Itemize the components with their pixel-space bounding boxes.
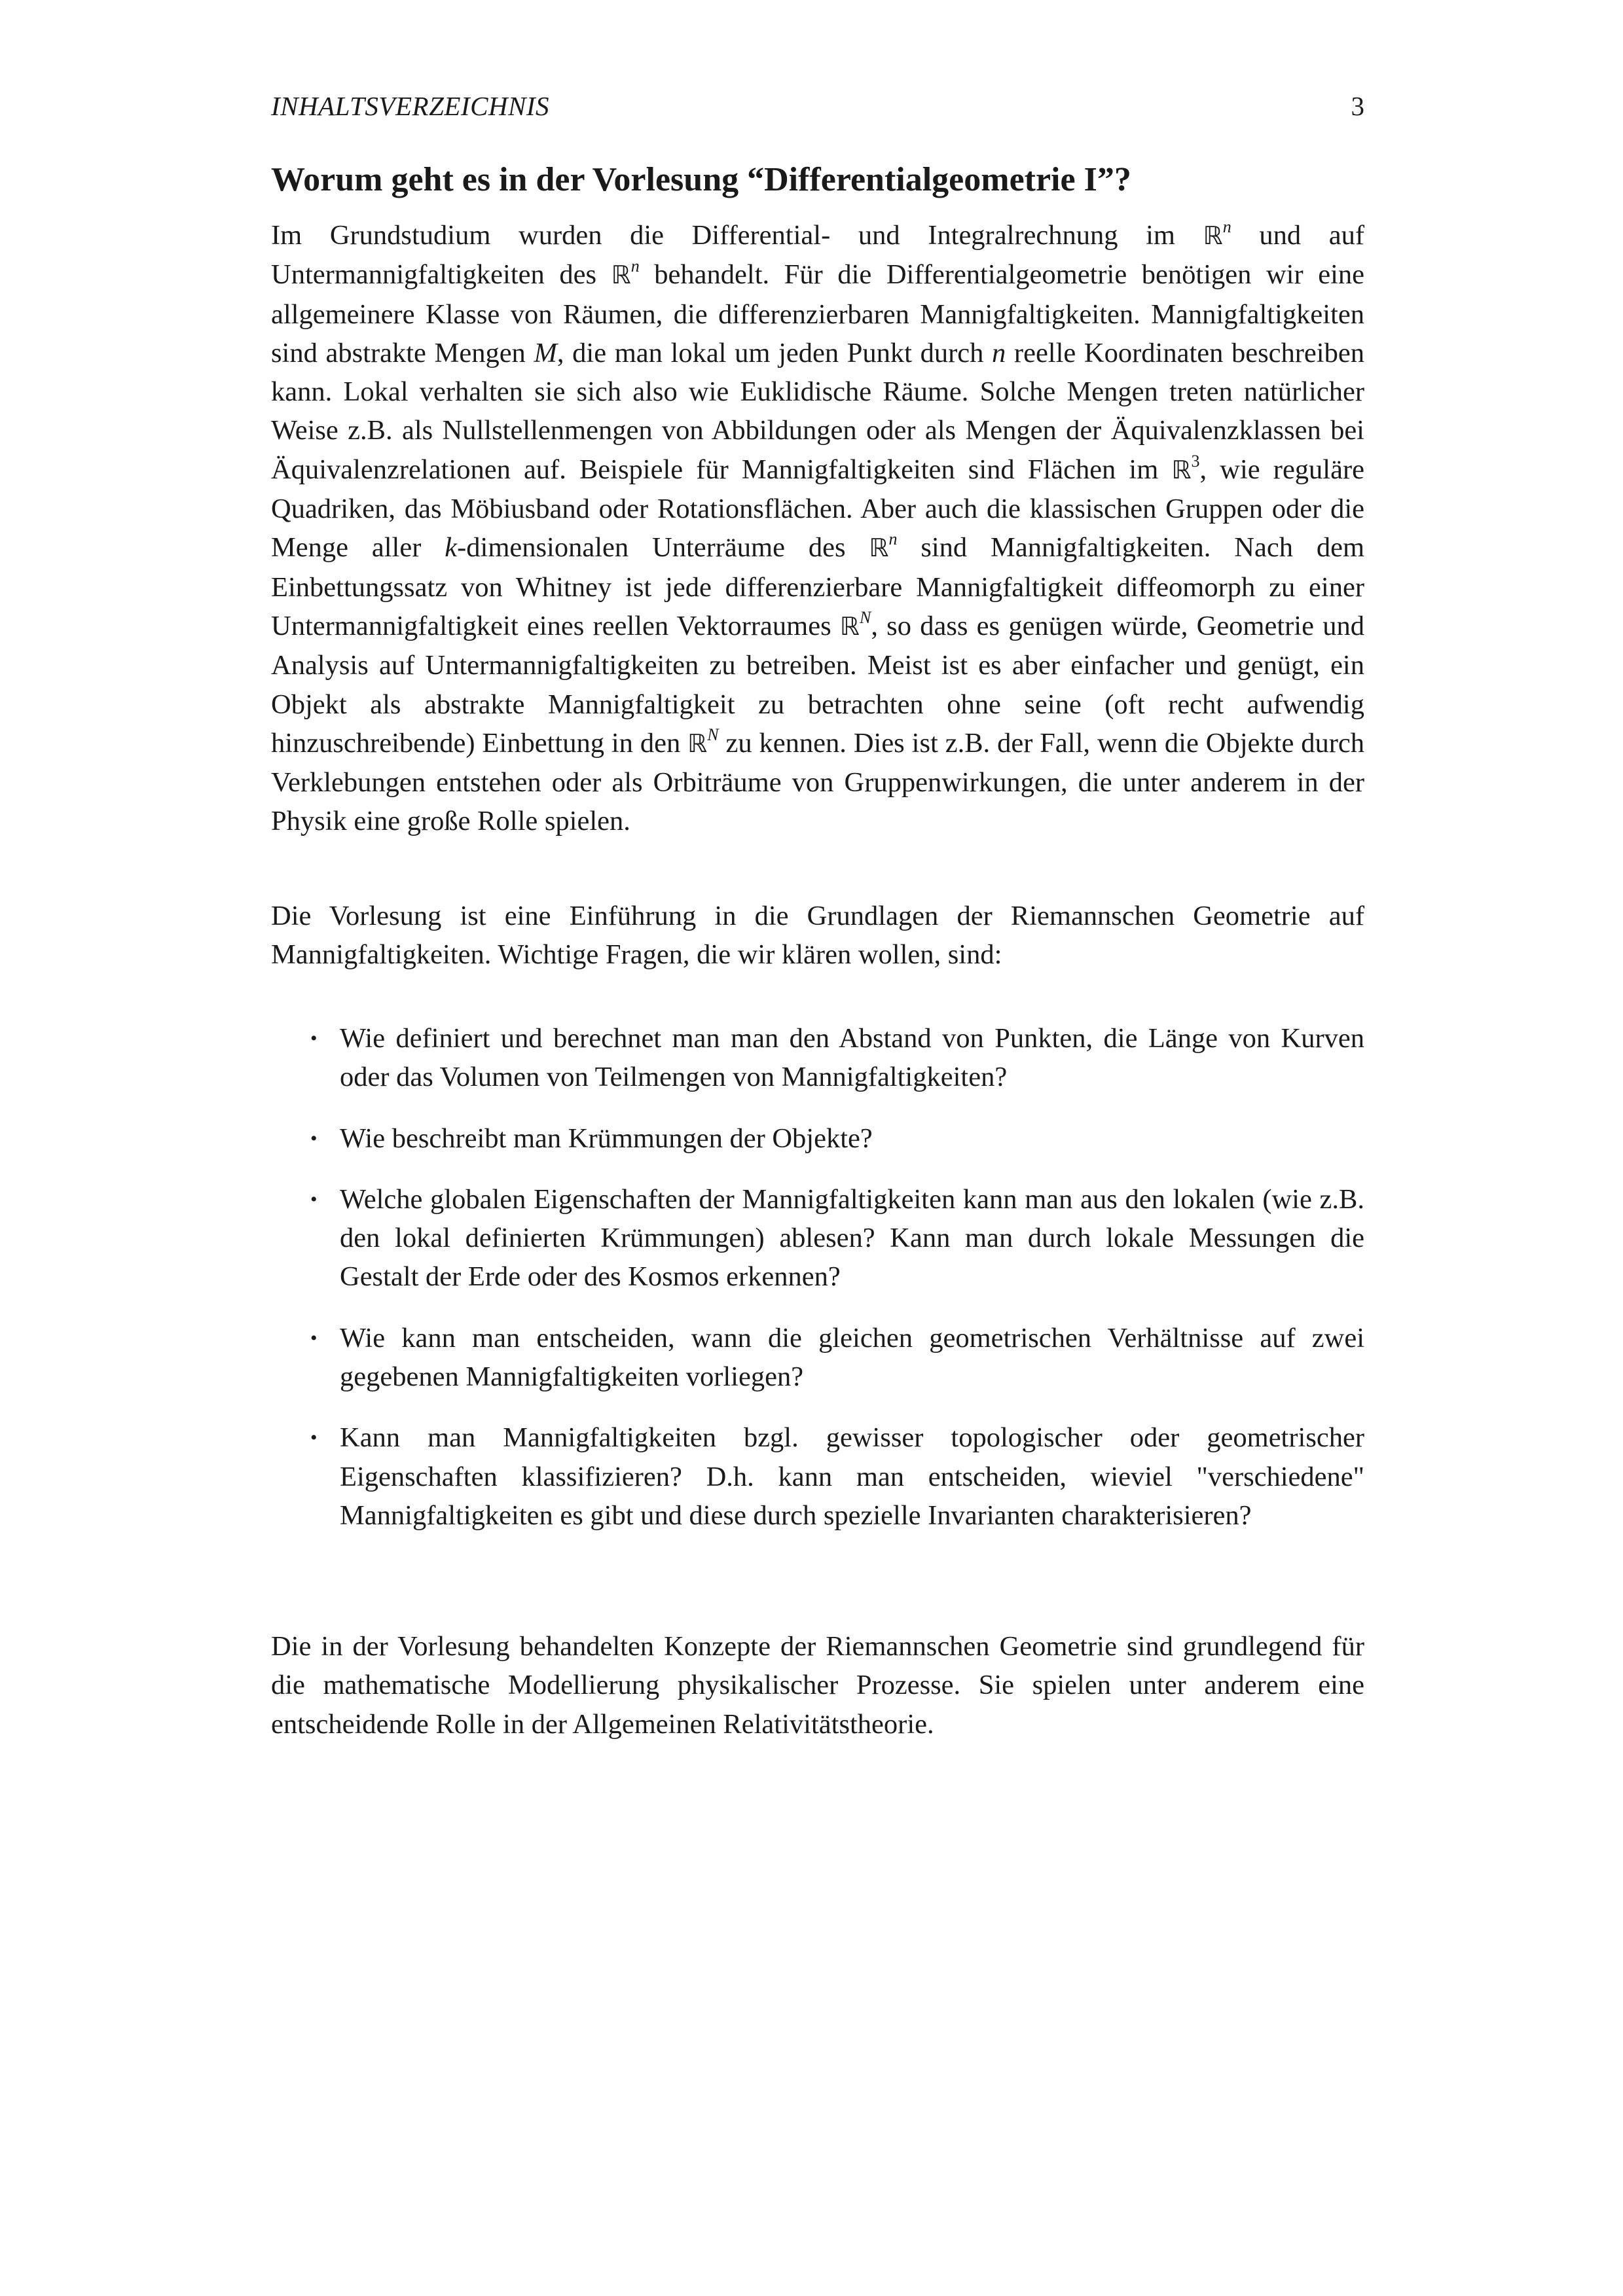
bullet-icon: •	[310, 1427, 318, 1449]
list-item	[310, 1180, 1364, 1297]
math-exponent: n	[1222, 217, 1231, 236]
list-item	[310, 1019, 1364, 1097]
math-exponent: n	[888, 529, 898, 549]
math-exponent: N	[707, 725, 719, 744]
text-segment: , so dass es genügen würde, Geometrie und Analysis auf Untermannigfaltigkeiten zu betreiben. Meist ist es aber einfacher und genügt, ein Objekt als abstrakte Mannigfaltigkeit zu betrachten ohne seine (oft recht aufwendig hinzuschreibende) Einbettung in den	[271, 610, 1364, 759]
math-variable: n	[992, 337, 1006, 368]
reals-symbol: ℝ	[839, 611, 860, 641]
text-segment: reelle Koordinaten beschreiben kann. Lokal verhalten sie sich also wie Euklidische Räume. Solche Mengen treten natürlicher Weise z.B. als Nullstellenmengen von Abbildungen oder als Mengen der Äquivalenzklassen bei Äquivalenzrelationen auf. Beispiele für Mannigfaltigkeiten sind Flächen im	[271, 337, 1364, 485]
reals-symbol: ℝ	[1171, 455, 1192, 484]
text-segment: und auf Untermannigfaltigkeiten des	[271, 220, 1364, 291]
question-text: Welche globalen Eigenschaften der Mannigfaltigkeiten kann man aus den lokalen (wie z.B. den lokal definierten Krümmungen) ablesen? Kann man durch lokale Messungen die Gestalt der Erde oder des Kosmos erkennen?	[340, 1183, 1364, 1293]
list-item	[310, 1418, 1364, 1535]
question-text: Wie kann man entscheiden, wann die gleichen geometrischen Verhältnisse auf zwei gegebenen Mannigfaltigkeiten vorliegen?	[340, 1322, 1364, 1393]
text-segment: Im Grundstudium wurden die Differential- und Integralrechnung im	[271, 220, 1203, 251]
bullet-icon: •	[310, 1188, 318, 1210]
intro-paragraph	[271, 216, 1364, 841]
text-segment: , wie reguläre Quadriken, das Möbiusband oder Rotationsflächen. Aber auch die klassischen Gruppen oder die Menge aller	[271, 454, 1364, 564]
math-exponent: N	[859, 607, 871, 627]
running-header	[271, 86, 1364, 126]
bullet-icon: •	[310, 1127, 318, 1149]
text-segment: behandelt. Für die Differentialgeometrie benötigen wir eine allgemeinere Klasse von Räumen, die differenzierbaren Mannigfaltigkeiten. Mannigfaltigkeiten sind abstrakte Mengen	[271, 259, 1364, 368]
reals-symbol: ℝ	[611, 260, 631, 290]
question-text: Kann man Mannigfaltigkeiten bzgl. gewisser topologischer oder geometrischer Eigenschaften klassifizieren? D.h. kann man entscheiden, wieviel "verschiedene" Mannigfaltigkeiten es gibt und diese durch spezielle Invarianten charakterisieren?	[340, 1422, 1364, 1531]
bullet-icon: •	[310, 1327, 318, 1349]
question-text: Wie beschreibt man Krümmungen der Objekte?	[340, 1122, 873, 1154]
question-text: Wie definiert und berechnet man man den Abstand von Punkten, die Länge von Kurven oder das Volumen von Teilmengen von Mannigfaltigkeiten?	[340, 1023, 1364, 1093]
list-item	[310, 1119, 1364, 1158]
math-variable: M	[534, 337, 557, 368]
list-item	[310, 1319, 1364, 1397]
page-number: 3	[1351, 91, 1364, 121]
math-exponent: 3	[1191, 451, 1200, 471]
section-title: Worum geht es in der Vorlesung “Differentialgeometrie I”?	[271, 161, 1131, 198]
text-segment: zu kennen. Dies ist z.B. der Fall, wenn die Objekte durch Verklebungen entstehen oder als Orbiträume von Gruppenwirkungen, die unter anderem in der Physik eine große Rolle spielen.	[271, 727, 1364, 837]
text-segment: -dimensionalen Unterräume des	[457, 532, 869, 564]
text-segment: sind Mannigfaltigkeiten. Nach dem Einbettungssatz von Whitney ist jede differenzierbare Mannigfaltigkeit diffeomorph zu einer Untermannigfaltigkeit eines reellen Vektorraumes	[271, 532, 1364, 641]
running-title: INHALTSVERZEICHNIS	[271, 91, 550, 121]
reals-symbol: ℝ	[687, 728, 708, 758]
reals-symbol: ℝ	[869, 533, 889, 563]
course-intro-paragraph: Die Vorlesung ist eine Einführung in die Grundlagen der Riemannschen Geometrie auf Mannigfaltigkeiten. Wichtige Fragen, die wir klären wollen, sind:	[271, 901, 1364, 971]
bullet-icon: •	[310, 1028, 318, 1049]
math-exponent: n	[630, 257, 640, 276]
question-list	[310, 1019, 1364, 1557]
reals-symbol: ℝ	[1203, 221, 1223, 250]
text-segment: , die man lokal um jeden Punkt durch	[556, 337, 993, 368]
closing-paragraph: Die in der Vorlesung behandelten Konzepte der Riemannschen Geometrie sind grundlegend für die mathematische Modellierung physikalischer Prozesse. Sie spielen unter anderem eine entscheidende Rolle in der Allgemeinen Relativitätstheorie.	[271, 1631, 1364, 1740]
math-variable: k	[445, 532, 458, 564]
